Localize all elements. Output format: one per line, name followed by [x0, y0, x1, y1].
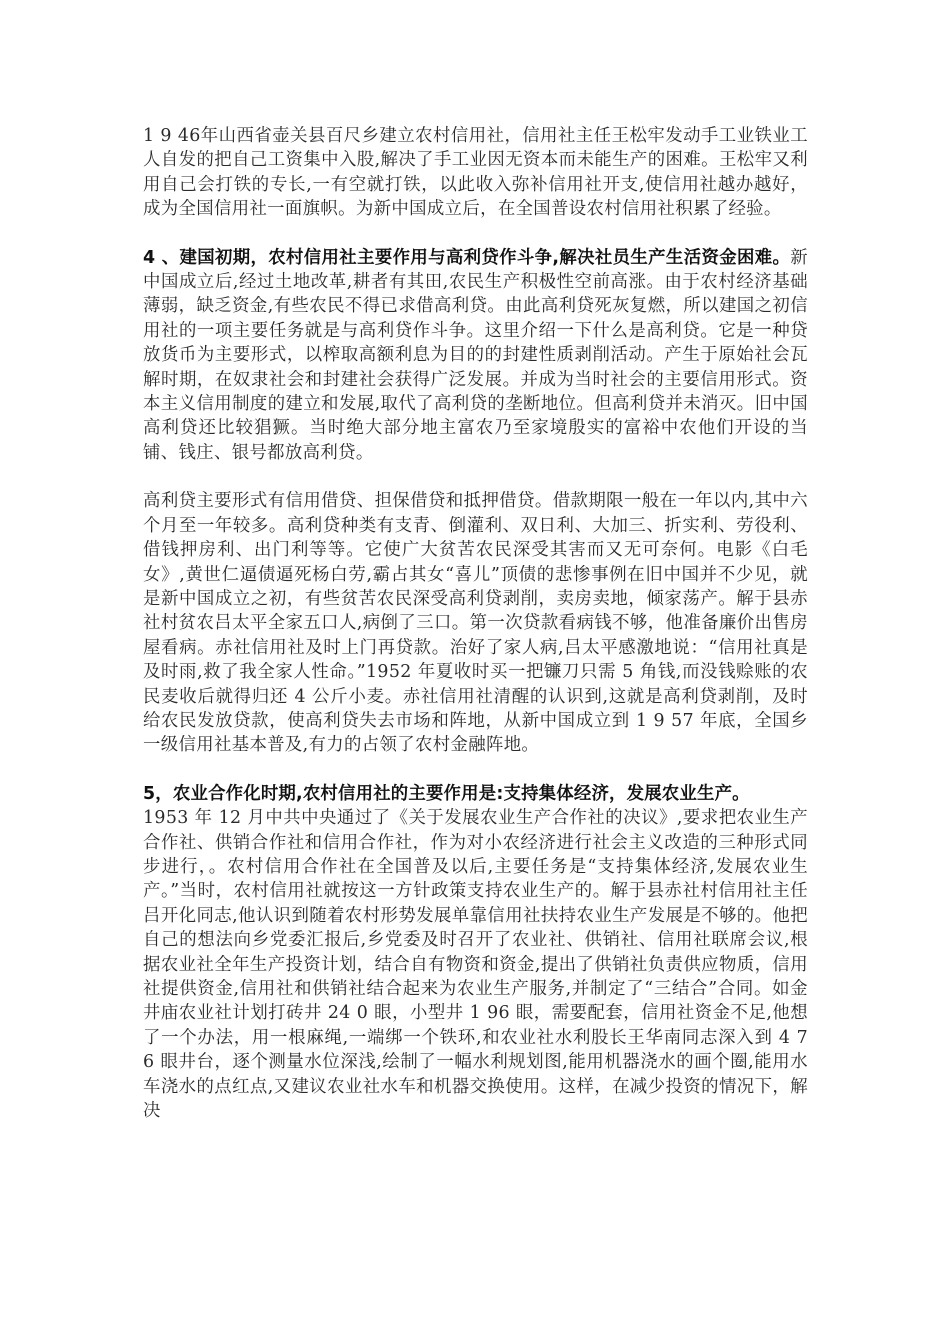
paragraph-text: 高利贷主要形式有信用借贷、担保借贷和抵押借贷。借款期限一般在一年以内,其中六个月至一年较多。高利贷种类有支青、倒灌利、双日利、大加三、折实利、劳役利、借钱押房利、出门利等等。它使广大贫苦农民深受其害而又无可奈何。电影《白毛女》,黄世仁逼债逼死杨白劳,霸占其女“喜儿”顶债的悲惨事例在旧中国并不少见，就是新中国成立之初，有些贫苦农民深受高利贷剥削，卖房卖地，倾家荡产。解于县赤社村贫农吕太平全家五口人,病倒了三口。第一次贷款看病钱不够，他准备廉价出售房屋看病。赤社信用社及时上门再贷款。治好了家人病,吕太平感激地说：“信用社真是及时雨,救了我全家人性命。”1952 年夏收时买一把镰刀只需 5 角钱,而没钱赊账的农民麦收后就得归还 4 公斤小麦。赤社信用社清醒的认识到,这就是高利贷剥削，及时给农民发放贷款，使高利贷失去市场和阵地，从新中国成立到 1 9 57 年底，全国乡一级信用社基本普及,有力的占领了农村金融阵地。 — [143, 491, 808, 756]
paragraph-cooperative-period — [143, 782, 808, 1124]
paragraph-credit-coop-origin — [143, 124, 808, 222]
section-heading-5: 5，农业合作化时期,农村信用社的主要作用是:支持集体经济，发展农业生产。 — [143, 783, 750, 804]
paragraph-text: 1953 年 12 月中共中央通过了《关于发展农业生产合作社的决议》,要求把农业生产合作社、供销合作社和信用合作社，作为对小农经济进行社会主义改造的三种形式同步进行，。农村信用合作社在全国普及以后,主要任务是“支持集体经济,发展农业生产。”当时，农村信用社就按这一方针政策支持农业生产的。解于县赤社村信用社主任吕开化同志,他认识到随着农村形势发展单靠信用社扶持农业生产发展是不够的。他把自己的想法向乡党委汇报后,乡党委及时召开了农业社、供销社、信用社联席会议,根据农业社全年生产投资计划，结合自有物资和资金,提出了供销社负责供应物质，信用社提供资金,信用社和供销社结合起来为农业生产服务,并制定了“三结合”合同。如金井庙农业社计划打砖井 24 0 眼，小型井 1 96 眼，需要配套，信用社资金不足,他想了一个办法，用一根麻绳,一端绑一个铁环,和农业社水利股长王华南同志深入到 4 7 6 眼井台，逐个测量水位深浅,绘制了一幅水利规划图,能用机器浇水的画个圈,能用水车浇水的点红点,又建议农业社水车和机器交换使用。这样，在减少投资的情况下，解决 — [143, 808, 808, 1122]
paragraph-text: 1 9 46年山西省壶关县百尺乡建立农村信用社，信用社主任王松牢发动手工业铁业工人自发的把自己工资集中入股,解决了手工业因无资本而未能生产的困难。王松牢又利用自己会打铁的专长,一有空就打铁，以此收入弥补信用社开支,使信用社越办越好，成为全国信用社一面旗帜。为新中国成立后，在全国普设农村信用社积累了经验。 — [143, 126, 808, 220]
paragraph-text: 新中国成立后,经过土地改革,耕者有其田,农民生产积极性空前高涨。由于农村经济基础薄弱，缺乏资金,有些农民不得已求借高利贷。由此高利贷死灰复燃，所以建国之初信用社的一项主要任务就是与高利贷作斗争。这里介绍一下什么是高利贷。它是一种贷放货币为主要形式，以榨取高额利息为目的的封建性质剥削活动。产生于原始社会瓦解时期，在奴隶社会和封建社会获得广泛发展。并成为当时社会的主要信用形式。资本主义信用制度的建立和发展,取代了高利贷的垄断地位。但高利贷并未消灭。旧中国高利贷还比较猖獗。当时绝大部分地主富农乃至家境殷实的富裕中农他们开设的当铺、钱庄、银号都放高利贷。 — [143, 247, 808, 463]
document-page — [143, 124, 808, 1123]
paragraph-usury-forms — [143, 489, 808, 757]
section-heading-4: 4 、建国初期，农村信用社主要作用与高利贷作斗争,解决社员生产生活资金困难。 — [143, 247, 791, 268]
paragraph-early-founding — [143, 246, 808, 466]
